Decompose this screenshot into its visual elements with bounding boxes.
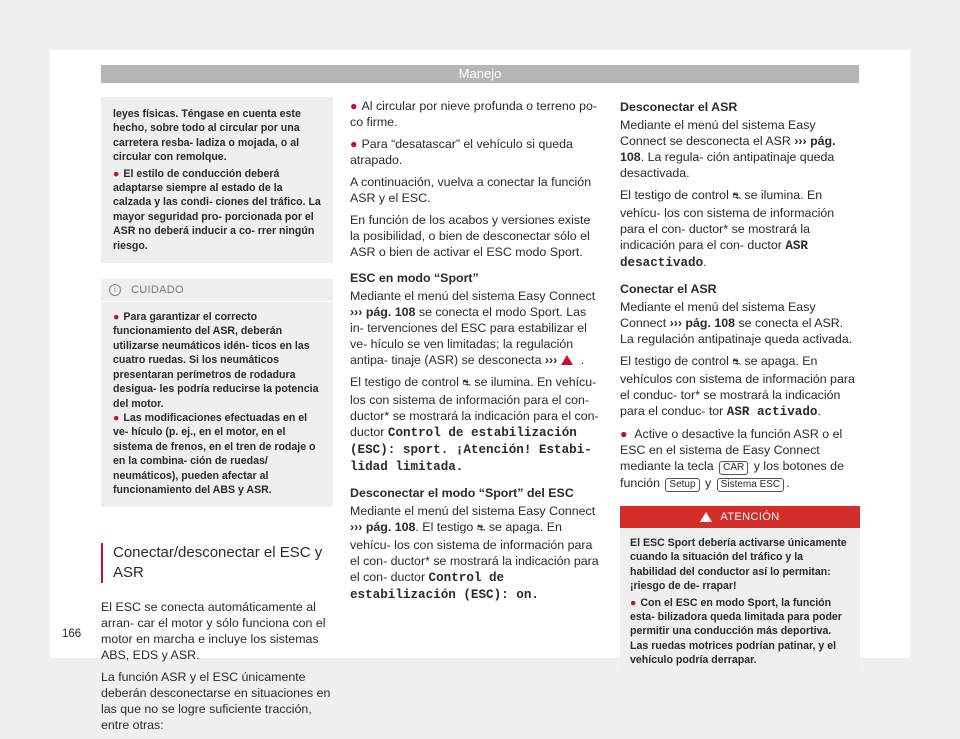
bullet-icon: ●	[630, 596, 637, 609]
page-ref-link[interactable]: ››› pág. 108	[669, 316, 736, 330]
heading-esc-sport: ESC en modo “Sport”	[350, 271, 479, 285]
bullet-icon: ●	[350, 137, 358, 151]
attention-box	[620, 506, 860, 676]
paragraph-reconnect: A continuación, vuelva a conectar la función ASR y el ESC.	[350, 175, 592, 205]
driver-message: Control de estabilización (ESC): sport. ¡Atención! Estabi- lidad limitada.	[350, 426, 592, 474]
bullet-icon: ●	[620, 427, 628, 441]
column-middle: ● Al circular por nieve profunda o terreno po- co firme. ● Para “desatascar” el vehículo si queda atrapado. A continuación, vuelva a conectar la función ASR y el ESC. En función de los acabos y versiones existe la posibilidad, o bien de desconectar sólo el ASR o bien de activar el ESC modo Sport. ESC en modo “Sport” Mediante el menú del sistema Easy Connect ››› pág. 108 se conecta el modo Sport. Las in- tervenciones del ESC para estabilizar el ve- hículo se ven limitadas; la regulación antipa- tinaje (ASR) se desconecta ››› . El testigo de control ⛐ se ilumina. En vehícu- los con sistema de información para el con- ductor* se mostrará la indicación para el con- ductor Control de estabilización (ESC): sport. ¡Atención! Estabi- lidad limitada. Desconectar el modo “Sport” del ESC Mediante el menú del sistema Easy Connect ››› pág. 108. El testigo ⛐ se apaga. En vehícu- los con sistema de información para el con- ductor* se mostrará la indicación para el con- ductor Control de estabilización (ESC): on.	[350, 98, 602, 609]
bullet-icon: ●	[113, 311, 120, 324]
sistema-esc-key[interactable]: Sistema ESC	[717, 478, 784, 492]
caution-bullet-1: Para garantizar el correcto funcionamiento del ASR, deberán utilizarse neumáticos idén- ticos en las cuatro ruedas. Si los neumáticos presentaran perímetros de rodadura desigua- les podría reducirse la potencia del motor.	[113, 311, 319, 410]
driver-message: Control de estabilización (ESC): on.	[350, 571, 539, 602]
warning-continuation-box	[101, 97, 333, 263]
setup-key[interactable]: Setup	[665, 478, 699, 492]
page-ref-link[interactable]: ››› pág. 108	[350, 520, 416, 534]
manual-page	[50, 50, 910, 733]
ref-arrow[interactable]: ›››	[544, 353, 558, 367]
warning-intro: leyes físicas. Téngase en cuenta este hecho, sobre todo al circular por una carretera resba- ladiza o mojada, o al circular con remolque.	[113, 108, 301, 164]
asr-warning-light-icon: ⛐	[732, 357, 741, 368]
attention-bullet: Con el ESC en modo Sport, la función esta- bilizadora queda limitada para poder permitir una conducción más deportiva. Las ruedas motrices podrían patinar, y el vehículo podría derrapar.	[630, 596, 842, 667]
warning-triangle-icon	[700, 512, 712, 522]
heading-esc-sport-off: Desconectar el modo “Sport” del ESC	[350, 486, 574, 500]
bullet-icon: ●	[350, 99, 358, 113]
caution-bullet-2: Las modificaciones efectuadas en el ve- hículo (p. ej., en el motor, en el sistema de frenos, en el tren de rodaje o en la combina- ción de ruedas/ neumáticos), pueden afectar al funcionamiento del ABS y ASR.	[113, 411, 316, 496]
warning-bullet: El estilo de conducción deberá adaptarse siempre al estado de la calzada y las condi- ciones del tráfico. La mayor seguridad pro- porcionada por el ASR no deberá inducir a co- rrer ningún riesgo.	[113, 167, 321, 252]
column-right: Desconectar el ASR Mediante el menú del sistema Easy Connect se desconecta el ASR ››› pág. 108. La regula- ción antipatinaje queda desactivada. El testigo de control ⛐ se ilumina. En vehícu- los con sistema de información para el con- ductor* se mostrará la indicación para el con- ductor ASR desactivado. Conectar el ASR Mediante el menú del sistema Easy Connect ››› pág. 108 se conecta el ASR. La regulación antipatinaje queda activada. El testigo de control ⛐ se apaga. En vehículos con sistema de información para el conduc- tor* se mostrará la indicación para el conduc- tor ASR activado. ● Active o desactive la función ASR o el ESC en el sistema de Easy Connect mediante la tecla CAR y los botones de función Setup y Sistema ESC . ATENCIÓN El ESC Sport debería activarse únicamente cuando la situación del tráfico y la habilidad del conductor así lo permitan: ¡riesgo de de- rrapar! ● Con el ESC en modo Sport, la función esta- bilizadora queda limitada para poder permitir una conducción más deportiva. Las ruedas motrices podrían patinar, y el vehículo podría derrapar.	[620, 99, 860, 676]
caution-box	[101, 279, 333, 507]
bullet-icon: ●	[113, 411, 120, 424]
caution-title: CUIDADO	[131, 283, 184, 296]
heading-asr-on: Conectar el ASR	[620, 282, 717, 296]
section-title: Conectar/desconectar el ESC y ASR	[101, 543, 333, 583]
esc-warning-light-icon: ⛐	[462, 378, 471, 389]
bullet-unstuck: Para “desatascar” el vehículo si queda atrapado.	[350, 137, 573, 167]
car-key[interactable]: CAR	[719, 461, 748, 475]
page-number: 166	[62, 628, 82, 640]
page-ref-link[interactable]: ››› pág. 108	[620, 134, 836, 164]
attention-intro: El ESC Sport debería activarse únicamente cuando la situación del tráfico y la habilidad del conductor así lo permitan: ¡riesgo de de- rrapar!	[630, 537, 847, 593]
asr-warning-light-icon: ⛐	[732, 191, 741, 202]
driver-message: ASR activado	[726, 405, 818, 419]
info-circle-icon: i	[109, 284, 121, 296]
column-left	[101, 97, 333, 739]
bullet-snow: Al circular por nieve profunda o terreno po- co firme.	[350, 99, 598, 129]
paragraph-1: El ESC se conecta automáticamente al arran- car el motor y sólo funciona con el motor en marcha e incluye los sistemas ABS, EDS y ASR.	[101, 600, 326, 663]
attention-title: ATENCIÓN	[720, 510, 780, 523]
paragraph-versions: En función de los acabos y versiones existe la posibilidad, o bien de desconectar sólo el ASR o bien de activar el ESC modo Sport.	[350, 213, 591, 259]
page-header: Manejo	[101, 65, 859, 83]
paragraph-2: La función ASR y el ESC únicamente deberán desconectarse en situaciones en las que no se logre suficiente tracción, entre otras:	[101, 670, 331, 733]
warning-triangle-icon	[561, 355, 573, 365]
bullet-icon: ●	[113, 167, 120, 180]
heading-asr-off: Desconectar el ASR	[620, 100, 738, 114]
page-ref-link[interactable]: ››› pág. 108	[350, 305, 416, 319]
esc-warning-light-icon: ⛐	[476, 523, 486, 534]
driver-message: ASR desactivado	[620, 239, 808, 270]
